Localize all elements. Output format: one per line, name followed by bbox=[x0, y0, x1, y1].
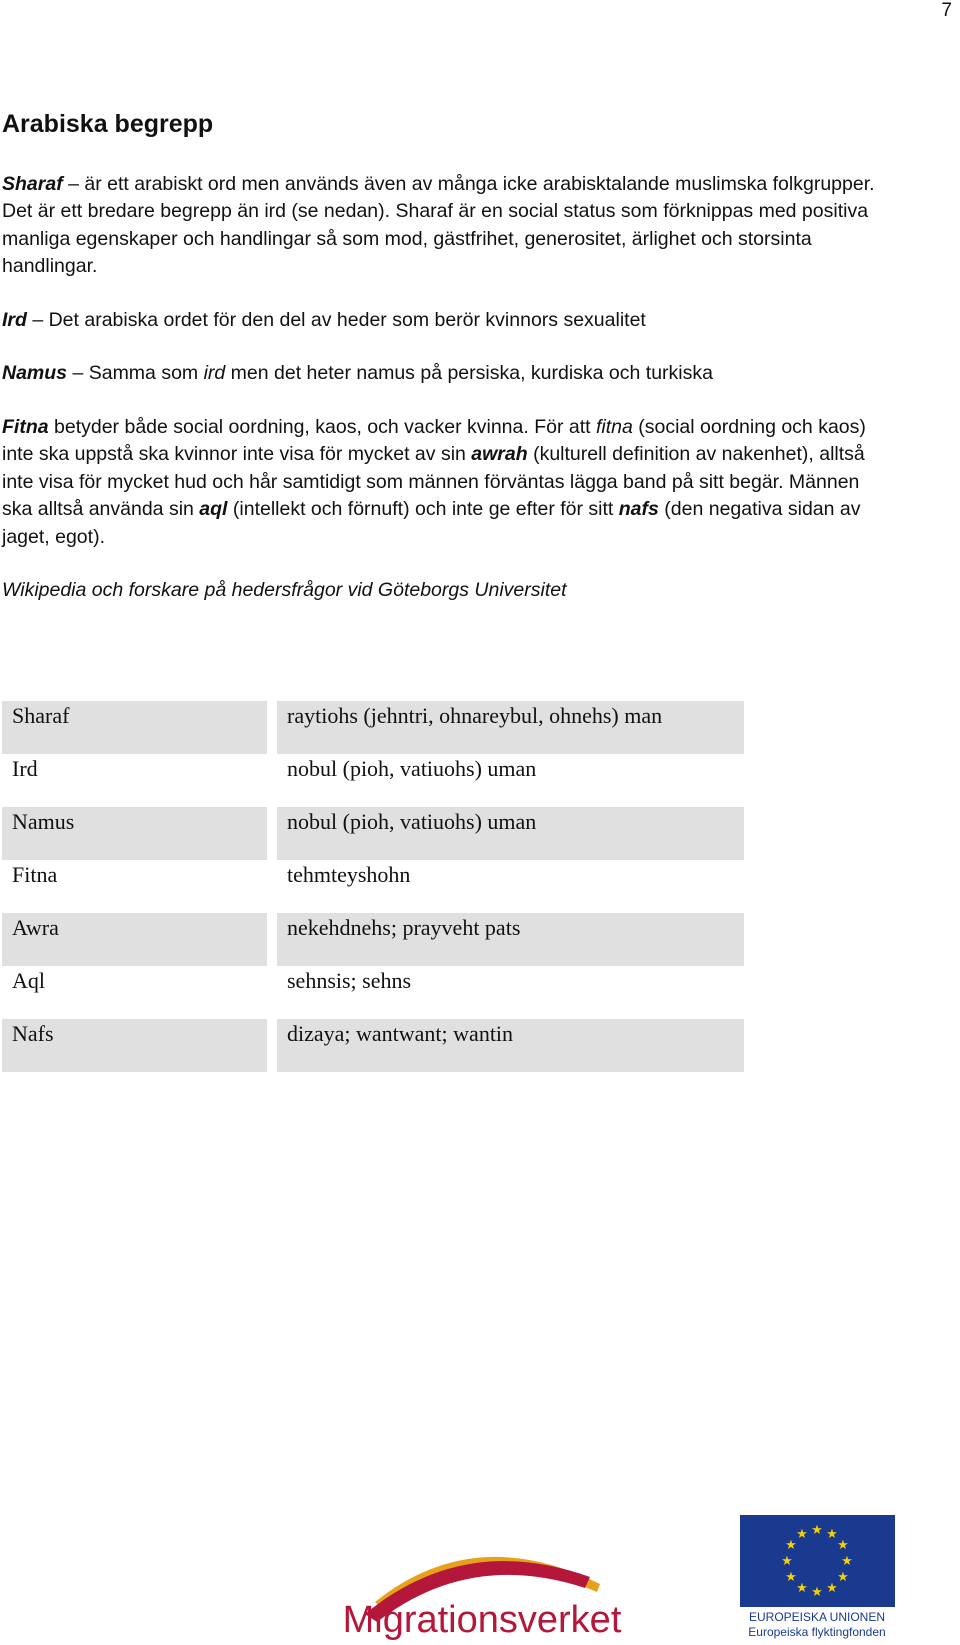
table-row bbox=[2, 701, 744, 754]
migrationsverket-logo bbox=[335, 1522, 630, 1642]
namus-text-b: men det heter namus på persiska, kurdiska och turkiska bbox=[225, 362, 713, 384]
fitna-text-c: (kulturell definition av nakenhet), alltså inte visa för mycket hud och hår samtidigt som männen förväntas lägga band på sitt begär. Männen ska alltså använda sin bbox=[2, 443, 865, 520]
glossary-term: Awra bbox=[2, 913, 267, 966]
glossary-translation: nobul (pioh, vatiuohs) uman bbox=[287, 756, 537, 781]
fitna-text-e: (den negativa sidan av jaget, egot). bbox=[2, 498, 861, 548]
paragraph-fitna bbox=[2, 414, 882, 552]
glossary-term: Aql bbox=[12, 968, 45, 993]
table-row bbox=[2, 807, 744, 860]
svg-text:★: ★ bbox=[811, 1585, 823, 1600]
glossary-term: Namus bbox=[2, 807, 267, 860]
term-namus: Namus bbox=[2, 362, 68, 384]
svg-text:★: ★ bbox=[837, 1538, 849, 1553]
fitna-text-a: betyder både social oordning, kaos, och vacker kvinna. För att bbox=[48, 415, 596, 438]
term-fitna: Fitna bbox=[2, 415, 49, 438]
svg-text:★: ★ bbox=[796, 1581, 808, 1596]
svg-text:★: ★ bbox=[796, 1527, 808, 1542]
sharaf-text: – är ett arabiskt ord men används även av många icke arabisktalande muslimska folkgrupper. Det är ett bredare begrepp än ird (se nedan). Sharaf är en social status som förknippas med positiva manliga egenskaper och handlingar så som mod, gästfrihet, generositet, ärlighet och storsinta handlingar. bbox=[2, 172, 875, 277]
svg-text:★: ★ bbox=[811, 1523, 823, 1538]
table-row bbox=[2, 966, 744, 1019]
glossary-translation: raytiohs (jehntri, ohnareybul, ohnehs) man bbox=[277, 701, 744, 754]
svg-text:★: ★ bbox=[837, 1570, 849, 1585]
glossary-term: Fitna bbox=[12, 862, 58, 887]
term-sharaf: Sharaf bbox=[2, 172, 63, 195]
fitna-word: fitna bbox=[595, 415, 633, 438]
migrationsverket-wordmark: Migrationsverket bbox=[342, 1599, 622, 1641]
glossary-translation: sehnsis; sehns bbox=[287, 968, 412, 993]
glossary-translation: nekehdnehs; prayveht pats bbox=[277, 913, 744, 966]
glossary-term: Nafs bbox=[2, 1019, 267, 1072]
namus-ird-word: ird bbox=[203, 362, 226, 384]
paragraph-namus bbox=[2, 360, 882, 388]
svg-text:★: ★ bbox=[826, 1527, 838, 1542]
svg-text:★: ★ bbox=[841, 1554, 853, 1569]
awrah-word: awrah bbox=[471, 443, 528, 465]
glossary-translation: nobul (pioh, vatiuohs) uman bbox=[277, 807, 744, 860]
table-row bbox=[2, 754, 744, 807]
eu-label-line1: EUROPEISKA UNIONEN bbox=[748, 1610, 886, 1624]
table-row bbox=[2, 913, 744, 966]
eu-label-line2: Europeiska flyktingfonden bbox=[748, 1625, 886, 1639]
svg-text:★: ★ bbox=[785, 1538, 797, 1553]
aql-word: aql bbox=[199, 498, 228, 520]
document-body bbox=[2, 108, 882, 631]
svg-text:★: ★ bbox=[826, 1581, 838, 1596]
term-ird: Ird bbox=[2, 308, 27, 331]
svg-text:★: ★ bbox=[781, 1554, 793, 1569]
fitna-text-b: (social oordning och kaos) inte ska uppstå ska kvinnor inte visa för mycket av sin bbox=[2, 415, 866, 465]
glossary-term: Sharaf bbox=[2, 701, 267, 754]
source-note: Wikipedia och forskare på hedersfrågor vid Göteborgs Universitet bbox=[2, 579, 567, 601]
table-row bbox=[2, 860, 744, 913]
page-number: 7 bbox=[941, 0, 952, 21]
ird-text: – Det arabiska ordet för den del av heder som berör kvinnors sexualitet bbox=[26, 308, 646, 331]
svg-text:★: ★ bbox=[785, 1570, 797, 1585]
glossary-translation: dizaya; wantwant; wantin bbox=[277, 1019, 744, 1072]
paragraph-sharaf bbox=[2, 171, 882, 281]
eu-logo bbox=[740, 1515, 895, 1640]
page-title: Arabiska begrepp bbox=[2, 110, 214, 138]
glossary-table bbox=[2, 701, 744, 1072]
namus-text-a: – Samma som bbox=[67, 362, 204, 384]
table-row bbox=[2, 1019, 744, 1072]
nafs-word: nafs bbox=[618, 498, 659, 520]
glossary-translation: tehmteyshohn bbox=[287, 862, 411, 887]
fitna-text-d: (intellekt och förnuft) och inte ge efter för sitt bbox=[227, 498, 619, 520]
paragraph-ird bbox=[2, 307, 882, 335]
glossary-term: Ird bbox=[12, 756, 38, 781]
